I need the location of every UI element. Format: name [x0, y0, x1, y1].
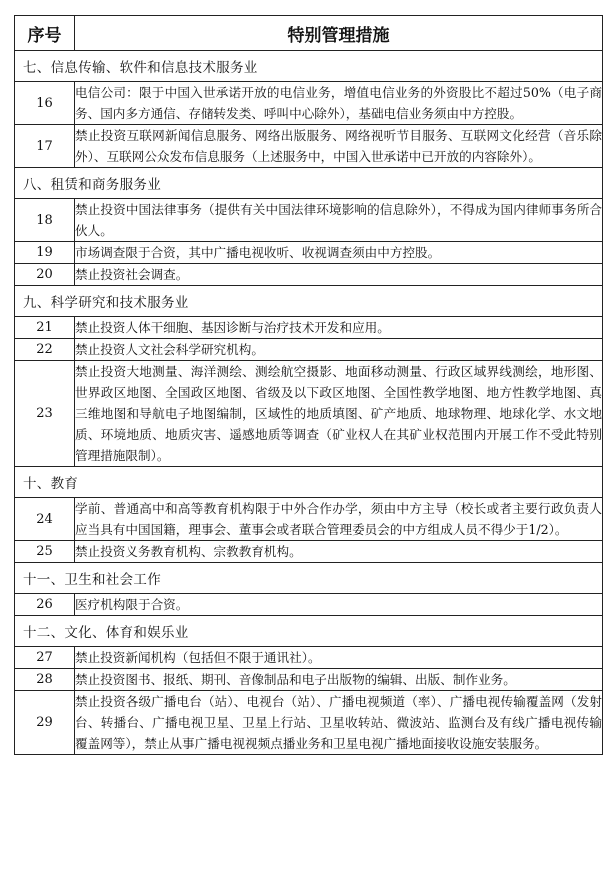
header-special-measures: 特别管理措施 [75, 16, 603, 51]
table-row [15, 361, 603, 467]
header-serial-number: 序号 [15, 16, 75, 51]
row-number: 18 [15, 199, 75, 242]
section-header-row [15, 286, 603, 317]
table-header-row [15, 16, 603, 51]
row-number: 23 [15, 361, 75, 467]
section-header-row [15, 168, 603, 199]
row-measure-text: 禁止投资各级广播电台（站）、电视台（站）、广播电视频道（率）、广播电视传输覆盖网（发射台、转播台、广播电视卫星、卫星上行站、卫星收转站、微波站、监测台及有线广播电视传输覆盖网等），禁止从事广播电视视频点播业务和卫星电视广播地面接收设施安装服务。 [75, 691, 603, 755]
row-measure-text: 禁止投资图书、报纸、期刊、音像制品和电子出版物的编辑、出版、制作业务。 [75, 669, 603, 691]
section-header-row [15, 616, 603, 647]
row-measure-text: 禁止投资人文社会科学研究机构。 [75, 339, 603, 361]
section-header-row [15, 51, 603, 82]
section-title: 十、教育 [15, 467, 603, 498]
row-number: 20 [15, 264, 75, 286]
row-number: 16 [15, 82, 75, 125]
row-number: 26 [15, 594, 75, 616]
section-header-row [15, 467, 603, 498]
table-row [15, 647, 603, 669]
row-measure-text: 禁止投资社会调查。 [75, 264, 603, 286]
row-measure-text: 市场调查限于合资，其中广播电视收听、收视调查须由中方控股。 [75, 242, 603, 264]
row-number: 28 [15, 669, 75, 691]
table-row [15, 82, 603, 125]
table-row [15, 264, 603, 286]
section-title: 七、信息传输、软件和信息技术服务业 [15, 51, 603, 82]
row-number: 19 [15, 242, 75, 264]
table-row [15, 199, 603, 242]
row-number: 29 [15, 691, 75, 755]
row-measure-text: 禁止投资互联网新闻信息服务、网络出版服务、网络视听节目服务、互联网文化经营（音乐除外）、互联网公众发布信息服务（上述服务中，中国入世承诺中已开放的内容除外）。 [75, 125, 603, 168]
section-title: 八、租赁和商务服务业 [15, 168, 603, 199]
table-row [15, 594, 603, 616]
row-number: 21 [15, 317, 75, 339]
table-row [15, 541, 603, 563]
table-row [15, 691, 603, 755]
table-row [15, 317, 603, 339]
row-measure-text: 禁止投资新闻机构（包括但不限于通讯社）。 [75, 647, 603, 669]
row-measure-text: 电信公司：限于中国入世承诺开放的电信业务，增值电信业务的外资股比不超过50%（电子商务、国内多方通信、存储转发类、呼叫中心除外），基础电信业务须由中方控股。 [75, 82, 603, 125]
row-measure-text: 禁止投资人体干细胞、基因诊断与治疗技术开发和应用。 [75, 317, 603, 339]
row-measure-text: 禁止投资中国法律事务（提供有关中国法律环境影响的信息除外），不得成为国内律师事务所合伙人。 [75, 199, 603, 242]
section-title: 九、科学研究和技术服务业 [15, 286, 603, 317]
row-measure-text: 禁止投资义务教育机构、宗教教育机构。 [75, 541, 603, 563]
table-row [15, 669, 603, 691]
row-number: 17 [15, 125, 75, 168]
table-row [15, 125, 603, 168]
row-number: 24 [15, 498, 75, 541]
row-number: 22 [15, 339, 75, 361]
row-measure-text: 禁止投资大地测量、海洋测绘、测绘航空摄影、地面移动测量、行政区域界线测绘，地形图、世界政区地图、全国政区地图、省级及以下政区地图、全国性教学地图、地方性教学地图、真三维地图和导航电子地图编制，区域性的地质填图、矿产地质、地球物理、地球化学、水文地质、环境地质、地质灾害、遥感地质等调查（矿业权人在其矿业权范围内开展工作不受此特别管理措施限制）。 [75, 361, 603, 467]
table-row [15, 498, 603, 541]
row-measure-text: 医疗机构限于合资。 [75, 594, 603, 616]
section-title: 十一、卫生和社会工作 [15, 563, 603, 594]
row-number: 27 [15, 647, 75, 669]
section-header-row [15, 563, 603, 594]
row-measure-text: 学前、普通高中和高等教育机构限于中外合作办学，须由中方主导（校长或者主要行政负责人应当具有中国国籍，理事会、董事会或者联合管理委员会的中方组成人员不得少于1/2）。 [75, 498, 603, 541]
table-row [15, 242, 603, 264]
row-number: 25 [15, 541, 75, 563]
section-title: 十二、文化、体育和娱乐业 [15, 616, 603, 647]
table-body [15, 51, 603, 755]
table-row [15, 339, 603, 361]
special-measures-table [14, 15, 603, 755]
